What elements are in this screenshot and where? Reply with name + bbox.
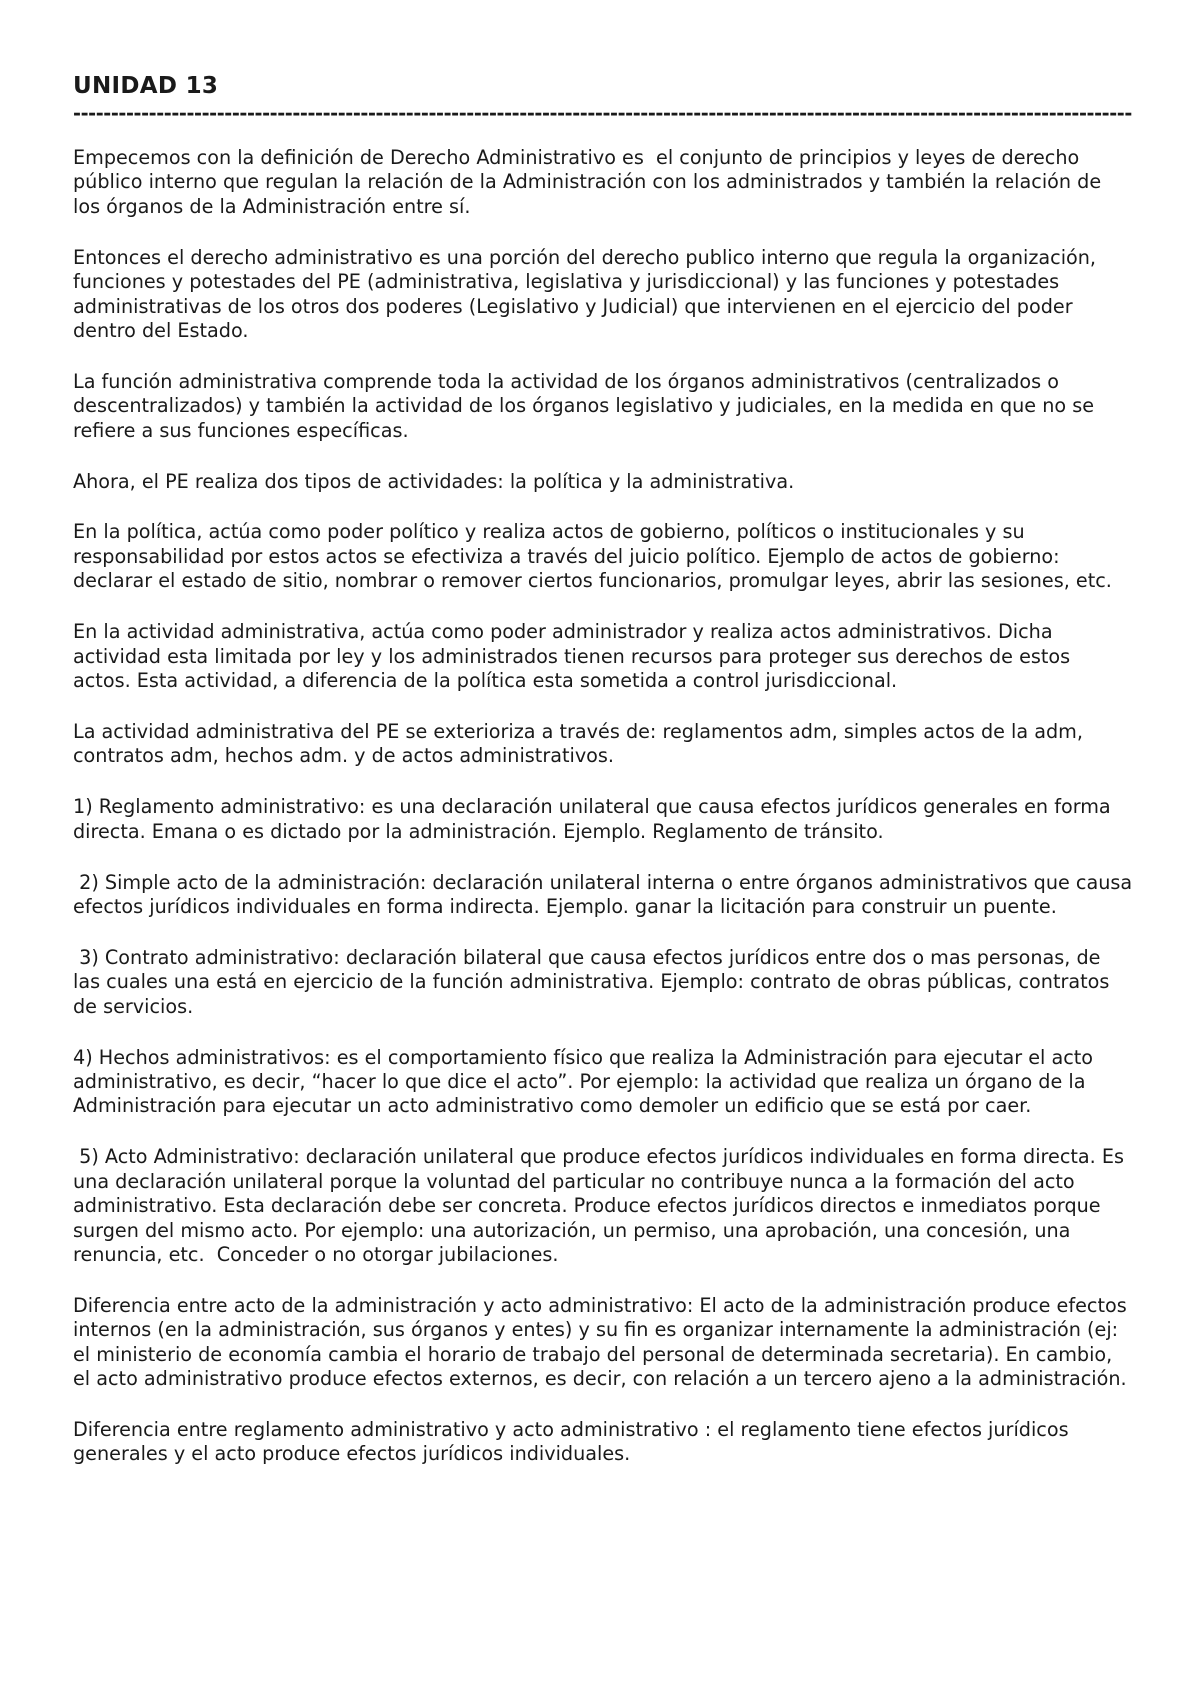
paragraph-derecho-administrativo: Entonces el derecho administrativo es una porción del derecho publico interno que regula la organización, funciones y potestades del PE (administrativa, legislativa y jurisdiccional) y las funciones y potestades administrativas de los otros dos poderes (Legislativo y Judicial) que intervienen en el ejercicio del poder dentro del Estado. [73,245,1103,342]
list-item-acto-administrativo: 5) Acto Administrativo: declaración unilateral que produce efectos jurídicos individuales en forma directa. Es una declaración unilateral porque la voluntad del particular no contribuye nunca a la formación del acto administrativo. Esta declaración debe ser concreta. Produce efectos jurídicos directos e inmediatos porque surgen del mismo acto. Por ejemplo: una autorización, un permiso, una aprobación, una concesión, una renuncia, etc. Conceder o no otorgar jubilaciones. [73,1145,1131,1266]
list-item-simple-acto: 2) Simple acto de la administración: declaración unilateral interna o entre órganos administrativos que causa efectos jurídicos individuales en forma indirecta. Ejemplo. ganar la licitación para construir un puente. [73,870,1139,918]
paragraph-diferencia-acto: Diferencia entre acto de la administración y acto administrativo: El acto de la administración produce efectos internos (en la administración, sus órganos y entes) y su fin es organizar internamente la administración (ej: el ministerio de economía cambia el horario de trabajo del personal de determinada secretaria). En cambio, el acto administrativo produce efectos externos, es decir, con relación a un tercero ajeno a la administración. [73,1293,1133,1391]
dashed-rule: -------------------------------------------------------------------------------------------------------------------------------------------- [73,102,1132,125]
paragraph-exteriorizacion: La actividad administrativa del PE se exterioriza a través de: reglamentos adm, simples actos de la adm, contratos adm, hechos adm. y de actos administrativos. [73,719,1090,768]
paragraph-tipos-actividades: Ahora, el PE realiza dos tipos de actividades: la política y la administrativa. [73,469,795,493]
paragraph-actividad-politica: En la política, actúa como poder político y realiza actos de gobierno, políticos o institucionales y su responsabilidad por estos actos se efectiviza a través del juicio político. Ejemplo de actos de gobierno: declarar el estado de sitio, nombrar o remover ciertos funcionarios, promulgar leyes, abrir las sesiones, etc. [73,520,1112,593]
paragraph-diferencia-reglamento: Diferencia entre reglamento administrativo y acto administrativo : el reglamento tiene efectos jurídicos generales y el acto produce efectos jurídicos individuales. [73,1417,1075,1466]
list-item-reglamento: 1) Reglamento administrativo: es una declaración unilateral que causa efectos jurídicos generales en forma directa. Emana o es dictado por la administración. Ejemplo. Reglamento de tránsito. [73,795,1117,843]
list-item-contrato: 3) Contrato administrativo: declaración bilateral que causa efectos jurídicos entre dos o mas personas, de las cuales una está en ejercicio de la función administrativa. Ejemplo: contrato de obras públicas, contratos de servicios. [73,945,1116,1018]
paragraph-actividad-administrativa: En la actividad administrativa, actúa como poder administrador y realiza actos administrativos. Dicha actividad esta limitada por ley y los administrados tienen recursos para proteger sus derechos de estos actos. Esta actividad, a diferencia de la política esta sometida a control jurisdiccional. [73,620,1077,692]
document-title: UNIDAD 13 [73,73,219,99]
list-item-hechos: 4) Hechos administrativos: es el comportamiento físico que realiza la Administración para ejecutar el acto administrativo, es decir, “hacer lo que dice el acto”. Por ejemplo: la actividad que realiza un órgano de la Administración para ejecutar un acto administrativo como demoler un edificio que se está por caer. [73,1045,1100,1118]
paragraph-funcion-administrativa: La función administrativa comprende toda la actividad de los órganos administrativos (centralizados o descentralizados) y también la actividad de los órganos legislativo y judiciales, en la medida en que no se refiere a sus funciones específicas. [73,369,1101,442]
document-page [73,0,1139,1467]
paragraph-definicion: Empecemos con la definición de Derecho Administrativo es el conjunto de principios y leyes de derecho público interno que regulan la relación de la Administración con los administrados y también la relación de los órganos de la Administración entre sí. [73,146,1108,218]
